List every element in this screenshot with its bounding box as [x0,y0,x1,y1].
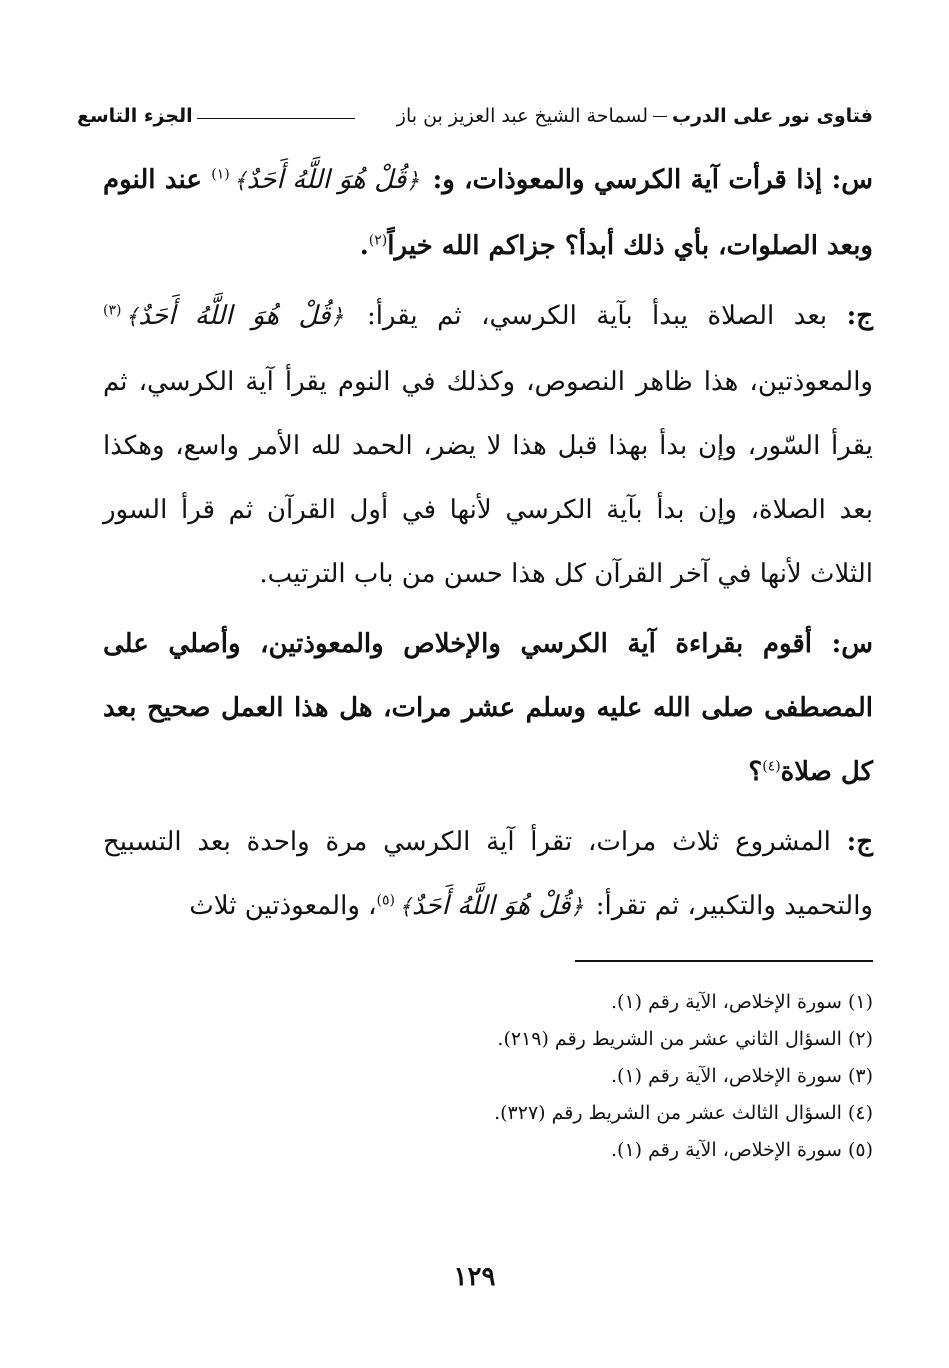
quran-open-bracket: ﴿ [330,305,344,330]
quran-quote [395,891,587,921]
quran-verse: قُلْ هُوَ اللَّهُ أَحَدٌ [138,301,331,331]
quran-open-bracket: ﴿ [570,895,584,920]
end-punctuation: . [359,231,369,261]
footnote-ref: (٥) [376,892,395,909]
question-text: أقوم بقراءة آية الكرسي والإخلاص والمعوذتين، وأصلي على المصطفى صلى الله عليه وسلم عشر مرات، هل هذا العمل صحيح بعد كل صلاة [103,629,873,787]
answer-1 [103,284,873,606]
footnote-5: (٥) سورة الإخلاص، الآية رقم (١). [611,1139,873,1161]
question-marker: س: [831,629,873,659]
question-2 [103,612,873,804]
page-number: ١٢٩ [453,1262,496,1292]
main-text [103,148,873,940]
footnote-separator [575,960,873,962]
answer-text: المشروع ثلاث مرات، تقرأ آية الكرسي مرة واحدة بعد التسبيح والتحميد والتكبير، ثم تقرأ: [103,827,873,921]
answer-text-cont: والمعوذتين، هذا ظاهر النصوص، وكذلك في النوم يقرأ آية الكرسي، ثم يقرأ السّور، وإن بدأ بهذا قبل هذا لا يضر، الحمد لله الأمر واسع، وهكذا بعد الصلاة، وإن بدأ بآية الكرسي لأنها في أول القرآن ثم قرأ السور الثلاث لأنها في آخر القرآن كل هذا حسن من باب الترتيب. [103,367,873,589]
quran-quote [121,301,347,331]
quran-close-bracket: ﴾ [125,305,139,330]
answer-2 [103,810,873,940]
question-text: إذا قرأت آية الكرسي والمعوذات، و: [432,165,823,195]
quran-quote [230,165,423,195]
quran-verse: قُلْ هُوَ اللَّهُ أَحَدٌ [411,891,571,921]
footnote-2: (٢) السؤال الثاني عشر من الشريط رقم (٢١٩). [497,1028,873,1050]
running-header [77,96,873,136]
question-marker: س: [831,165,873,195]
footnote-4: (٤) السؤال الثالث عشر من الشريط رقم (٣٢٧). [494,1102,873,1124]
footnote-ref: (٢) [368,232,388,249]
answer-marker: ج: [846,301,873,331]
quran-close-bracket: ﴾ [399,895,412,920]
author-name: لسماحة الشيخ عبد العزيز بن باز [396,105,648,127]
footnote-ref: (٤) [762,758,781,775]
question-text-cont: عند النوم وبعد الصلوات، بأي ذلك أبدأ؟ جزاكم الله خيراً [103,165,873,261]
footnote-ref: (١) [211,166,230,183]
answer-marker: ج: [846,827,873,857]
header-rule [197,118,355,119]
question-1 [103,148,873,278]
answer-text: بعد الصلاة يبدأ بآية الكرسي، ثم يقرأ: [366,301,828,331]
book-title: فتاوى نور على الدرب [672,105,873,127]
quran-close-bracket: ﴾ [233,169,247,194]
header-title-group [397,96,873,136]
quran-open-bracket: ﴿ [406,169,420,194]
answer-text-cont: ، والمعوذتين ثلاث [189,891,377,921]
footnote-1: (١) سورة الإخلاص، الآية رقم (١). [611,991,873,1013]
volume-label: الجزء التاسع [77,105,193,127]
footnote-ref: (٣) [103,302,122,319]
header-dash [653,116,667,117]
footnote-3: (٣) سورة الإخلاص، الآية رقم (١). [611,1065,873,1087]
end-punctuation: ؟ [748,757,763,787]
quran-verse: قُلْ هُوَ اللَّهُ أَحَدٌ [246,165,407,195]
footnotes [103,984,873,1169]
